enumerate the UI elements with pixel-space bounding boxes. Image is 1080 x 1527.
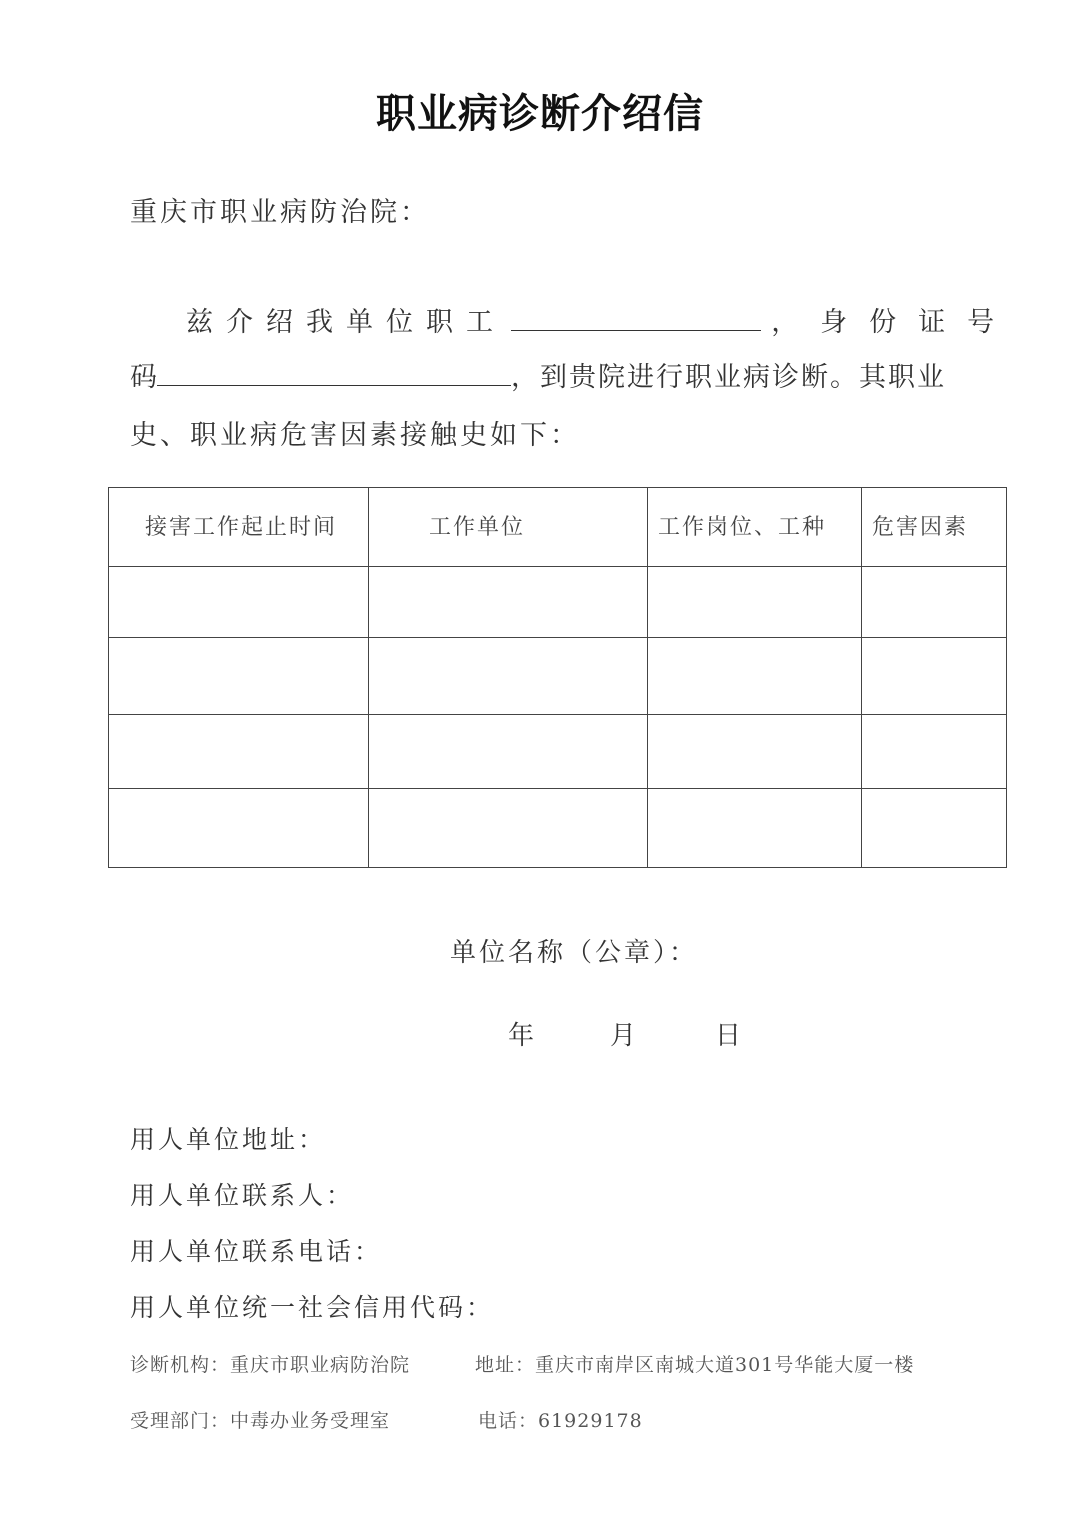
employer-credit-code-label: 用人单位统一社会信用代码： <box>130 1293 495 1322</box>
body-line-3: 史、职业病危害因素接触史如下： <box>130 420 580 451</box>
table-cell[interactable] <box>369 715 648 789</box>
table-header-row <box>109 488 1007 567</box>
table-cell[interactable] <box>369 638 648 715</box>
table-row <box>109 638 1007 715</box>
table-cell[interactable] <box>862 789 1007 868</box>
date-day-label: 日 <box>715 1021 745 1051</box>
unit-name-seal-label: 单位名称（公章）： <box>450 938 699 968</box>
page-title: 职业病诊断介绍信 <box>376 90 704 137</box>
footer-institution: 诊断机构：重庆市职业病防治院 <box>130 1354 411 1376</box>
body-line-2 <box>130 355 946 394</box>
body-line-1 <box>186 300 1016 339</box>
table-cell[interactable] <box>862 638 1007 715</box>
table-cell[interactable] <box>109 789 369 868</box>
exposure-history-table <box>108 487 1007 868</box>
table-cell[interactable] <box>648 638 862 715</box>
footer-address: 地址：重庆市南岸区南城大道301号华能大厦一楼 <box>475 1354 915 1376</box>
date-month-label: 月 <box>610 1021 640 1051</box>
table-cell[interactable] <box>862 567 1007 638</box>
table-cell[interactable] <box>109 638 369 715</box>
table-cell[interactable] <box>862 715 1007 789</box>
table-cell[interactable] <box>648 567 862 638</box>
header-position: 工作岗位、工种 <box>648 488 862 567</box>
table-cell[interactable] <box>109 567 369 638</box>
table-cell[interactable] <box>109 715 369 789</box>
table-row <box>109 715 1007 789</box>
id-label-a: ，身份证号 <box>771 307 1017 338</box>
employer-address-label: 用人单位地址： <box>130 1125 327 1154</box>
table-cell[interactable] <box>369 567 648 638</box>
table-row <box>109 789 1007 868</box>
intro-prefix: 兹介绍我单位职工 <box>186 307 506 338</box>
continuation-text: ，到贵院进行职业病诊断。其职业 <box>511 362 946 393</box>
addressee: 重庆市职业病防治院： <box>130 197 430 228</box>
footer-department: 受理部门：中毒办业务受理室 <box>130 1410 391 1432</box>
table-cell[interactable] <box>648 715 862 789</box>
table-cell[interactable] <box>369 789 648 868</box>
header-employer: 工作单位 <box>369 488 648 567</box>
header-period: 接害工作起止时间 <box>109 488 369 567</box>
employer-contact-label: 用人单位联系人： <box>130 1181 355 1210</box>
date-year-label: 年 <box>508 1021 538 1051</box>
id-label-b: 码 <box>130 362 157 393</box>
id-number-field[interactable] <box>157 357 511 386</box>
table-row <box>109 567 1007 638</box>
footer-phone: 电话：61929178 <box>478 1410 643 1432</box>
header-hazard: 危害因素 <box>862 488 1007 567</box>
employer-phone-label: 用人单位联系电话： <box>130 1237 383 1266</box>
employee-name-field[interactable] <box>511 302 761 331</box>
table-cell[interactable] <box>648 789 862 868</box>
